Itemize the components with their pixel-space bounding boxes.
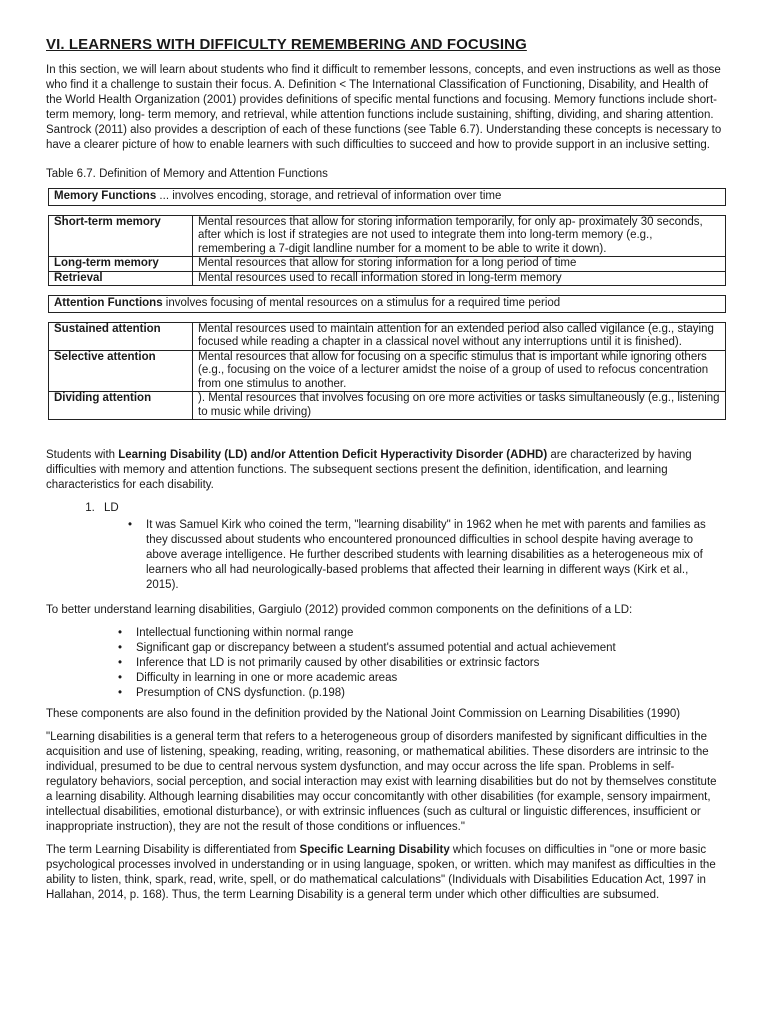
definition-cell: Mental resources used to maintain attention for an extended period also called vigilance (e.g., staying focused while reading a chapter in a classical novel without any interruptions until it is finished). [193,322,726,350]
final-text-end: which focuses on difficulties in "one or more basic psychological processes involved in understanding or in using language, spoken, or written. which may manifest as difficulties in the ability to listen, think, spark, read, write, spell, or do mathematical calculations" (Individuals with Disabilities Education Act, 1997 in Hallahan, 2014, p. 168). Thus, the term Learning Disability is a general term under which other difficulties are subsumed. [46,844,716,901]
table-row [49,350,726,392]
numbered-list [46,501,722,593]
memory-functions-table [48,215,726,287]
bullet-icon: • [118,672,123,684]
final-text-start: The term Learning Disability is differentiated from [46,844,300,856]
memory-functions-label: Memory Functions [54,190,157,202]
table-row [49,392,726,420]
components-list [46,626,722,701]
students-text-start: Students with [46,449,119,461]
table-row [49,257,726,272]
memory-functions-header-cell [49,189,726,206]
term-cell: Sustained attention [49,322,193,350]
quote-paragraph: "Learning disabilities is a general term that refers to a heterogeneous group of disorders manifested by significant difficulties in the acquisition and use of listening, speaking, reading, writing, reasoning, or mathematical abilities. These disorders are intrinsic to the individual, presumed to be due to central nervous system dysfunction, and may occur across the life span. Problems in self- regulatory behaviors, social perception, and social interaction may exist with learning disabilities but do not by themselves constitute a learning disability. Although learning disabilities may occur concomitantly with other disabilities (for example, sensory impairment, intellectual disabilities, emotional disturbance), or with extrinsic influences (such as cultural or linguistic differences, insufficient or inappropriate instruction), they are not the result of those conditions or influences." [46,731,717,833]
ld-label: LD [104,502,119,514]
term-cell: Selective attention [49,350,193,392]
gargiulo-paragraph: To better understand learning disabilities, Gargiulo (2012) provided common components on the definitions of a LD: [46,604,633,616]
definition-cell: Mental resources used to recall information stored in long-term memory [193,271,726,286]
attention-functions-header-cell [49,296,726,313]
ld-bullet-list [104,518,722,593]
definition-cell: ). Mental resources that involves focusing on ore more activities or tasks simultaneously (e.g., listening to music while driving) [193,392,726,420]
memory-functions-header [48,188,726,206]
list-item [118,656,722,671]
ld-bullet-text: It was Samuel Kirk who coined the term, "learning disability" in 1962 when he met with parents and families as they discussed about students who encountered pronounced difficulties in school despite having average to above average intelligence. He further described students with learning disabilities as a heterogeneous mix of learners who all had neurologically-based problems that affected their learning in different ways (Kirk et al., 2015). [146,519,706,591]
bullet-icon: • [118,657,123,669]
term-cell: Short-term memory [49,215,193,257]
term-cell: Long-term memory [49,257,193,272]
component-text: Inference that LD is not primarily caused by other disabilities or extrinsic factors [136,657,540,669]
students-paragraph [46,448,722,493]
definition-cell: Mental resources that allow for storing information temporarily, for only ap- proximately 30 seconds, after which is lost if strategies are not used to integrate them into long-term memory (e.g., remembering a 7-digit landline number for a moment to be able to write it down). [193,215,726,257]
term-cell: Dividing attention [49,392,193,420]
attention-functions-label: Attention Functions [54,297,163,309]
list-item [118,641,722,656]
component-text: Intellectual functioning within normal range [136,627,354,639]
intro-paragraph: In this section, we will learn about students who find it difficult to remember lessons, concepts, and even instructions as well as those who find it a challenge to sustain their focus. A. Definition < The International Classification of Functioning, Disability, and Health of the World Health Organization (2001) provides definitions of specific mental functions and focusing. Memory functions include short-term memory, long- term memory, and retrieval, while attention functions include sustaining, shifting, dividing, and sharing attention. Santrock (2011) also provides a description of each of these functions (see Table 6.7). Understanding these concepts is necessary to have a clearer picture of how to enable learners with such difficulties to succeed and how to provide support in an inclusive setting. [46,64,722,151]
attention-functions-table [48,322,726,421]
section-title: VI. LEARNERS WITH DIFFICULTY REMEMBERING AND FOCUSING [46,36,527,53]
list-item [118,686,722,701]
definition-cell: Mental resources that allow for focusing on a specific stimulus that is important while ignoring others (e.g., focusing on the voice of a lecturer amidst the noise of a group of used to refocus concentration from one stimulus to another. [193,350,726,392]
final-paragraph [46,843,722,903]
component-text: Difficulty in learning in one or more academic areas [136,672,398,684]
table-row [49,215,726,257]
table-caption: Table 6.7. Definition of Memory and Attention Functions [46,168,328,180]
list-item [118,671,722,686]
component-text: Significant gap or discrepancy between a student's assumed potential and actual achievement [136,642,616,654]
term-cell: Retrieval [49,271,193,286]
njcld-paragraph: These components are also found in the definition provided by the National Joint Commission on Learning Disabilities (1990) [46,708,681,720]
definition-cell: Mental resources that allow for storing information for a long period of time [193,257,726,272]
table-row [49,322,726,350]
bullet-icon: • [118,627,123,639]
final-text-bold: Specific Learning Disability [299,844,450,856]
component-text: Presumption of CNS dysfunction. (p.198) [136,687,346,699]
list-item [118,626,722,641]
attention-functions-description: involves focusing of mental resources on a stimulus for a required time period [162,297,561,309]
list-item-ld [98,501,722,593]
students-text-end: are characterized by having difficulties with memory and attention functions. The subsequent sections present the definition, identification, and learning characteristics for each disability. [46,449,692,491]
memory-functions-description: ... involves encoding, storage, and retrieval of information over time [156,190,502,202]
list-item [128,518,722,593]
attention-functions-header [48,295,726,313]
bullet-icon: • [128,519,133,531]
table-row [49,271,726,286]
students-text-bold: Learning Disability (LD) and/or Attention Deficit Hyperactivity Disorder (ADHD) [118,449,548,461]
bullet-icon: • [118,642,123,654]
bullet-icon: • [118,687,123,699]
